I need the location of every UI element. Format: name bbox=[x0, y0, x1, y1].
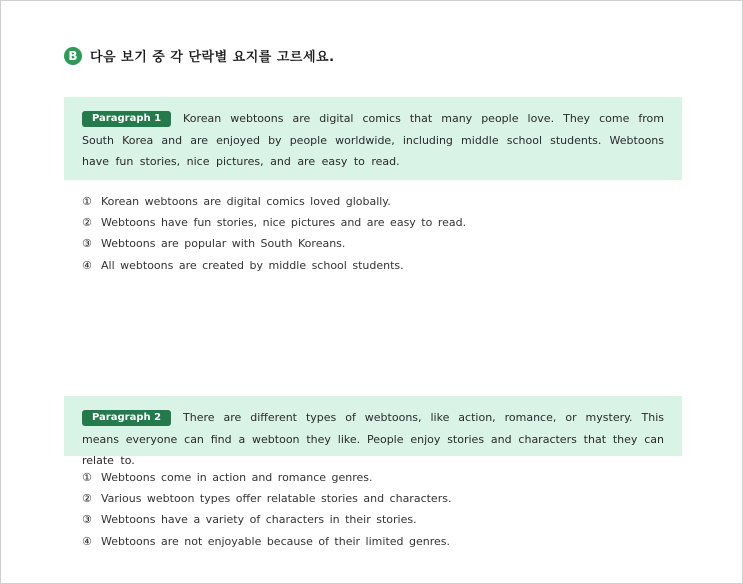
option-item[interactable] bbox=[82, 255, 466, 276]
paragraph-1-box bbox=[64, 97, 682, 180]
option-number: ④ bbox=[82, 258, 92, 272]
paragraph-2-label: Paragraph 2 bbox=[82, 410, 171, 426]
paragraph-2-box bbox=[64, 396, 682, 467]
option-number: ① bbox=[82, 195, 92, 208]
option-text: Various webtoon types offer relatable stories and characters. bbox=[101, 492, 452, 506]
option-text: Webtoons are popular with South Koreans. bbox=[101, 237, 346, 251]
option-text: All webtoons are created by middle school students. bbox=[101, 258, 404, 272]
question-header bbox=[64, 46, 335, 65]
paragraph-1-text: Korean webtoons are digital comics that many people love. They come from South Korea and are enjoyed by people worldwide, including middle school students. Webtoons have fun stories, nice pictures, and are easy to read. bbox=[82, 112, 664, 168]
option-item[interactable] bbox=[82, 212, 466, 233]
option-item[interactable] bbox=[82, 467, 451, 488]
option-number: ③ bbox=[82, 237, 92, 251]
option-text: Webtoons have a variety of characters in their stories. bbox=[101, 513, 417, 527]
option-item[interactable] bbox=[82, 191, 466, 212]
option-text: Webtoons have fun stories, nice pictures and are easy to read. bbox=[101, 216, 467, 230]
paragraph-2-text: There are different types of webtoons, like action, romance, or mystery. This means everyone can find a webtoon they like. People enjoy stories and characters that they can relate to. bbox=[82, 411, 664, 467]
section-badge: B bbox=[64, 47, 82, 65]
option-text: Webtoons come in action and romance genres. bbox=[101, 471, 373, 484]
paragraph-1-options bbox=[82, 191, 466, 276]
instruction-text: 다음 보기 중 각 단락별 요지를 고르세요. bbox=[90, 50, 335, 65]
option-number: ① bbox=[82, 471, 92, 484]
paragraph-1-label: Paragraph 1 bbox=[82, 111, 171, 127]
option-number: ② bbox=[82, 216, 92, 230]
option-item[interactable] bbox=[82, 509, 451, 530]
option-item[interactable] bbox=[82, 531, 451, 552]
option-number: ④ bbox=[82, 534, 92, 548]
option-number: ③ bbox=[82, 513, 92, 527]
option-item[interactable] bbox=[82, 488, 451, 509]
option-number: ② bbox=[82, 492, 92, 506]
paragraph-2-options bbox=[82, 467, 451, 552]
option-item[interactable] bbox=[82, 233, 466, 254]
option-text: Korean webtoons are digital comics loved globally. bbox=[101, 195, 391, 208]
option-text: Webtoons are not enjoyable because of their limited genres. bbox=[101, 534, 451, 548]
